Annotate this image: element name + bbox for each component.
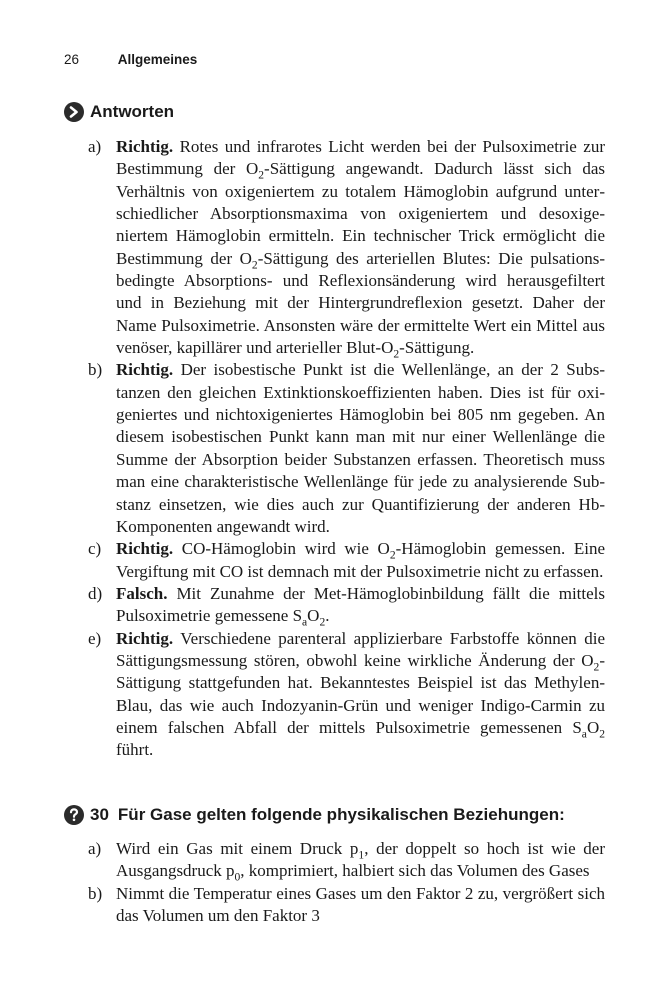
question-number: 30 [90,805,109,824]
answer-text: Falsch. Mit Zunahme der Met-Hämoglobinbildung fällt die mittels Pulsoximetrie gemessene $S_aO_2$. [116,583,606,629]
answer-verdict: Richtig. [116,137,174,156]
answer-marker: c) [88,539,102,559]
chevron-right-icon [64,102,84,122]
answer-marker: e) [88,628,102,648]
chapter-title: Allgemeines [117,52,198,67]
option-marker: b) [88,883,103,903]
question-heading [64,804,565,826]
option-text: Wird ein Gas mit einem Druck $p_1$, der doppelt so hoch ist wie der Ausgangsdruck $p_0$, komprimiert, halbiert sich das Volumen des Gases [116,839,605,884]
option-text: Nimmt die Temperatur eines Gases um den Faktor 2 zu, vergrößert sich das Volumen um den Faktor 3 [116,883,605,926]
page-number: 26 [64,52,80,67]
question-text: Für Gase gelten folgende physikalischen Beziehungen: [117,805,565,824]
question-options [88,838,605,927]
answer-item [88,628,605,762]
answer-text: Richtig. Rotes und infrarotes Licht werden bei der Pulsoximetrie zur Bestimmung der $O_2$-Sättigung angewandt. Dadurch lässt sich das Verhältnis von oxigeniertem zu totalem Hämoglobin aufgrund unterschiedlicher Absorptionsmaxima von oxigeniertem und desoxigeniertem Hämoglobin ermitteln. Ein technischer Trick ermöglicht die Bestimmung der $O_2$-Sättigung des arteriellen Blutes: Die pulsationsbedingte Absorptions- und Reflexionsänderung wird herausgefiltert und in Beziehung mit der Hintergrundreflexion gesetzt. Daher der Name Pulsoximetrie. Ansonsten wäre der ermittelte Wert ein Mittel aus venöser, kapillärer und arterieller Blut-$O_2$-Sättigung. [116,137,606,361]
answer-verdict: Richtig. [116,539,174,559]
option-marker: a) [88,839,102,858]
answer-text: Richtig. CO-Hämoglobin wird wie $O_2$-Hämoglobin gemessen. Eine Vergiftung mit CO ist demnach mit der Pulsoximetrie nicht zu erfassen. [116,539,605,581]
answers-list [88,136,605,762]
answer-marker: b) [88,360,103,380]
running-header [64,51,197,69]
answer-verdict: Richtig. [116,628,174,648]
option-item [88,838,605,883]
answer-item [88,136,605,359]
answer-marker: d) [88,583,103,603]
answer-item [88,583,605,628]
answer-item [88,538,605,583]
answers-heading [64,101,174,123]
answer-item [88,359,605,538]
answers-title: Antworten [90,102,175,121]
answer-verdict: Falsch. [116,583,168,603]
answer-text: Richtig. Der isobestische Punkt ist die Wellenlänge, an der 2 Substanzen den gleichen Extinktionskoeffizienten haben. Dies ist für oxigeniertes und nichtoxigeniertes Hämoglobin bei 805 nm gegeben. An diesem isobestischen Punkt kann man mit nur einer Wellenlänge die Summe der Absorption beider Substanzen erfassen. Theoretisch muss man eine charakteristische Wellenlänge für jede zu analysierende Substanz einsetzen, wie dies auch zur Quantifizierung der anderen Hb-Komponenten angewandt wird. [116,360,606,536]
option-item [88,883,605,928]
question-mark-icon [64,805,84,825]
answer-text: Richtig. Verschiedene parenteral applizierbare Farbstoffe können die Sättigungsmessung stören, obwohl keine wirkliche Änderung der $O_2$-Sättigung stattgefunden hat. Bekanntestes Beispiel ist das Methylen-Blau, das wie auch Indozyanin-Grün und weniger Indigo-Carmin zu einem falschen Abfall der mittels Pulsoximetrie gemessenen $S_aO_2$ führt. [116,628,605,760]
answer-marker: a) [88,137,102,156]
answer-verdict: Richtig. [116,360,174,380]
